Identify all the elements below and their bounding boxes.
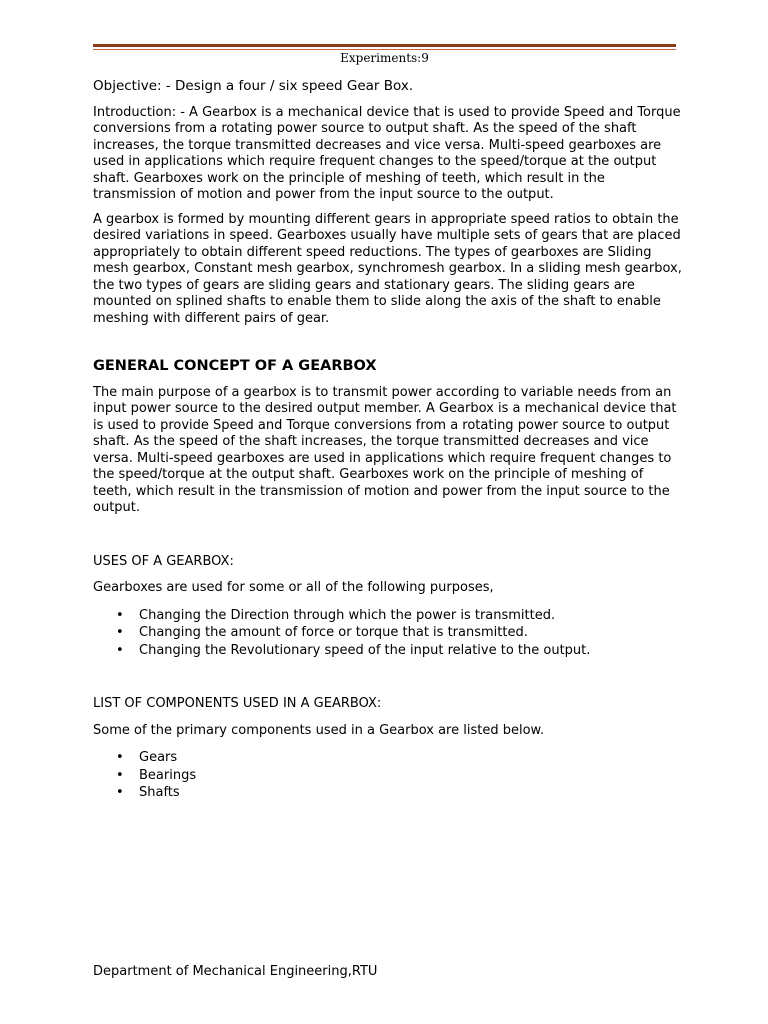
bullet-icon: •: [116, 642, 124, 658]
components-intro: Some of the primary components used in a Gearbox are listed below.: [93, 722, 545, 738]
general-concept-heading: GENERAL CONCEPT OF A GEARBOX: [93, 358, 377, 374]
bullet-icon: •: [116, 607, 124, 623]
page-header-title: Experiments:9: [340, 51, 429, 65]
introduction-paragraph-1: Introduction: - A Gearbox is a mechanical device that is used to provide Speed and Torque conversions from a rotating power source to output shaft. As the speed of the shaft increases, the torque transmitted decreases and vice versa. Multi-speed gearboxes are used in applications which require frequent changes to the speed/torque at the output shaft. Gearboxes work on the principle of meshing of teeth, which result in the transmission of motion and power from the input source to the output.: [93, 104, 681, 202]
list-item: • Changing the Revolutionary speed of the input relative to the output.: [116, 642, 591, 658]
page-footer: Department of Mechanical Engineering,RTU: [93, 964, 378, 979]
bullet-icon: •: [116, 785, 124, 800]
introduction-paragraph-2: A gearbox is formed by mounting different gears in appropriate speed ratios to obtain the desired variations in speed. Gearboxes usually have multiple sets of gears that are placed appropriately to obtain different speed reductions. The types of gearboxes are Sliding mesh gearbox, Constant mesh gearbox, synchromesh gearbox. In a sliding mesh gearbox, the two types of gears are sliding gears and stationary gears. The sliding gears are mounted on splined shafts to enable them to slide along the axis of the shaft to enable meshing with different pairs of gear.: [93, 211, 682, 326]
list-item: • Shafts: [116, 785, 180, 800]
objective-line: Objective: - Design a four / six speed Gear Box.: [93, 78, 414, 94]
document-body: [93, 78, 683, 802]
bullet-icon: •: [116, 750, 124, 765]
components-list: [93, 749, 683, 802]
uses-intro: Gearboxes are used for some or all of the following purposes,: [93, 580, 494, 595]
uses-heading: USES OF A GEARBOX:: [93, 553, 234, 569]
bullet-icon: •: [116, 625, 124, 640]
general-concept-paragraph: The main purpose of a gearbox is to transmit power according to variable needs from an input power source to the desired output member. A Gearbox is a mechanical device that is used to provide Speed and Torque conversions from a rotating power source to output shaft. As the speed of the shaft increases, the torque transmitted decreases and vice versa. Multi-speed gearboxes are used in applications which require frequent changes to the speed/torque at the output shaft. Gearboxes work on the principle of meshing of teeth, which result in the transmission of motion and power from the input source to the output.: [93, 384, 677, 515]
list-item: • Gears: [116, 750, 178, 765]
list-item: • Bearings: [116, 767, 197, 783]
list-item: • Changing the Direction through which the power is transmitted.: [116, 607, 556, 623]
uses-list: [93, 607, 683, 660]
components-heading: LIST OF COMPONENTS USED IN A GEARBOX:: [93, 696, 382, 711]
bullet-icon: •: [116, 767, 124, 783]
list-item: • Changing the amount of force or torque that is transmitted.: [116, 625, 528, 640]
